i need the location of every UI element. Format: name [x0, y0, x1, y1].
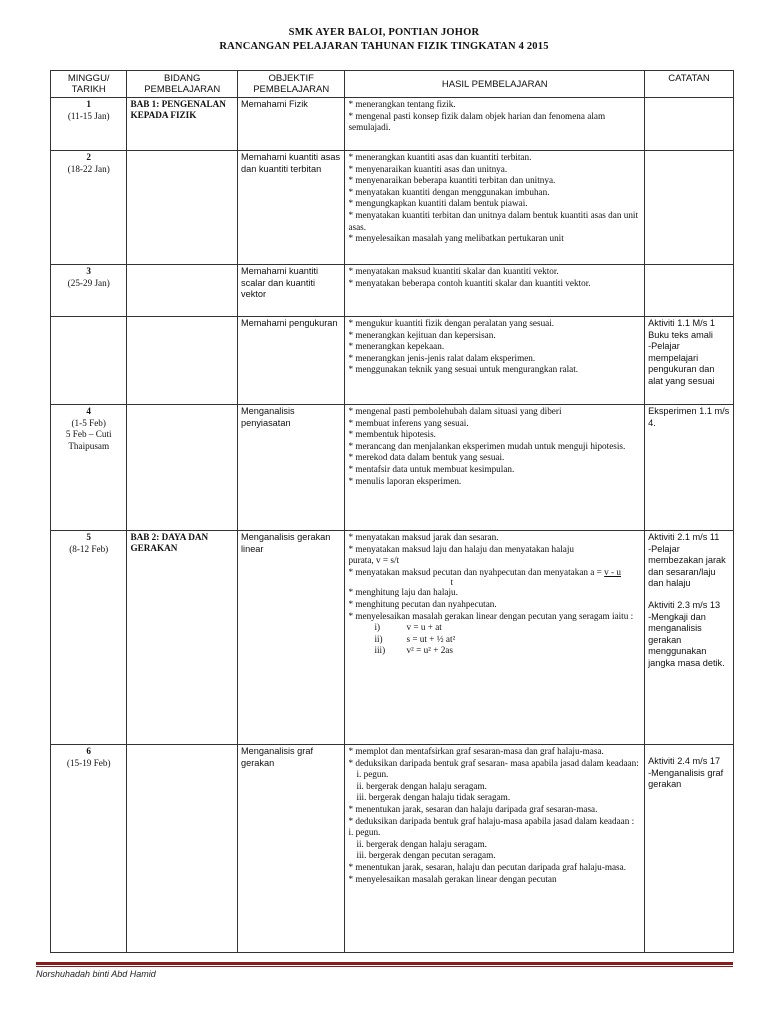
outcome-line: * menghitung laju dan halaju.	[348, 587, 458, 598]
outcome-line: * menyatakan kuantiti terbitan dan unitnya dalam bentuk kuantiti asas dan unit asas.	[348, 209, 639, 232]
outcome-line: * membuat inferens yang sesuai.	[348, 417, 469, 428]
plan-title: RANCANGAN PELAJARAN TAHUNAN FIZIK TINGKATAN 4 2015	[219, 41, 549, 52]
outcome-line: * menulis laporan eksperimen.	[348, 475, 462, 486]
outcome-line: * merekod data dalam bentuk yang sesuai.	[348, 452, 505, 463]
outcome-line: * mengenal pasti pembolehubah dalam situasi yang diberi	[348, 406, 562, 416]
outcome-line: * mengungkapkan kuantiti dalam bentuk piawai.	[348, 198, 528, 209]
objective-cell: Memahami kuantiti scalar dan kuantiti vektor	[238, 265, 345, 317]
outcome-line: * menyatakan kuantiti dengan menggunakan imbuhan.	[348, 186, 550, 197]
week-date: (15-19 Feb)	[66, 757, 111, 768]
bidang-cell	[127, 98, 238, 151]
outcome-line: * menyelesaikan masalah yang melibatkan pertukaran unit	[348, 233, 564, 244]
table-header-row	[51, 71, 734, 98]
objective-cell: Menganalisis penyiasatan	[238, 405, 345, 531]
outcome-line: ii. bergerak dengan halaju seragam.	[356, 780, 487, 791]
outcome-cell	[345, 265, 645, 317]
outcome-line: * menyelesaikan masalah gerakan linear dengan pecutan yang seragam iaitu :	[348, 610, 634, 621]
outcome-line: * membentuk hipotesis.	[348, 429, 436, 440]
note-line: Aktiviti 2.3 m/s 13	[648, 599, 721, 610]
table-row	[51, 265, 734, 317]
week-date: (18-22 Jan)	[67, 163, 110, 174]
outcome-cell	[345, 745, 645, 953]
objective-cell: Memahami Fizik	[238, 98, 345, 151]
bidang-cell	[127, 265, 238, 317]
bidang-cell	[127, 405, 238, 531]
chapter-label: BAB 2: DAYA DAN GERAKAN	[130, 532, 209, 554]
outcome-line: iii. bergerak dengan pecutan seragam.	[356, 850, 496, 861]
outcome-line: * menerangkan jenis-jenis ralat dalam eksperimen.	[348, 352, 536, 363]
week-cell	[51, 745, 127, 953]
table-row	[51, 317, 734, 405]
note-cell	[645, 98, 734, 151]
outcome-line: * menerangkan kuantiti asas dan kuantiti terbitan.	[348, 152, 532, 162]
note-cell	[645, 151, 734, 265]
col-header-bidang: BIDANG PEMBELAJARAN	[127, 71, 238, 98]
week-date: (11-15 Jan)	[67, 110, 110, 121]
outcome-line: * menerangkan kepekaan.	[348, 341, 445, 352]
footer-author: Norshuhadah binti Abd Hamid	[36, 969, 156, 979]
formula-label: i)	[374, 622, 381, 633]
objective-cell: Memahami kuantiti asas dan kuantiti terbitan	[238, 151, 345, 265]
week-cell	[51, 317, 127, 405]
outcome-line: * menyatakan beberapa contoh kuantiti skalar dan kuantiti vektor.	[348, 277, 591, 288]
outcome-line: ii. bergerak dengan halaju seragam.	[356, 838, 487, 849]
note-line: Aktiviti 1.1 M/s 1 Buku teks amali	[648, 318, 715, 340]
fraction-denominator: t	[450, 577, 454, 588]
formula-label: iii)	[374, 645, 386, 656]
formula-text: s = ut + ½ at²	[406, 633, 456, 644]
col-header-minggu: MINGGU/ TARIKH	[51, 71, 127, 98]
week-date: (1-5 Feb)	[71, 417, 106, 428]
outcome-line: * menyenaraikan beberapa kuantiti terbitan dan unitnya.	[348, 175, 556, 186]
outcome-line: * menerangkan kejituan dan kepersisan.	[348, 329, 496, 340]
note-cell	[645, 531, 734, 745]
note-line: -Menganalisis graf gerakan	[648, 767, 724, 790]
bidang-cell	[127, 531, 238, 745]
outcome-line: * menyatakan maksud laju dan halaju dan menyatakan halaju	[348, 543, 574, 554]
footer-rule-thin	[36, 966, 733, 967]
outcome-text: * menyatakan maksud pecutan dan nyahpecutan dan menyatakan a =	[348, 566, 605, 577]
outcome-line: iii. bergerak dengan halaju tidak seragam.	[356, 792, 511, 803]
outcome-line	[348, 567, 641, 579]
week-number: 3	[86, 266, 92, 276]
outcome-line: i. pegun.	[356, 769, 389, 780]
col-header-catatan: CATATAN	[645, 71, 734, 98]
note-cell	[645, 405, 734, 531]
objective-cell: Memahami pengukuran	[238, 317, 345, 405]
week-cell	[51, 531, 127, 745]
outcome-line: purata, v = s/t	[348, 555, 400, 566]
outcome-line: * deduksikan daripada bentuk graf sesaran- masa apabila jasad dalam keadaan:	[348, 757, 639, 768]
table-row	[51, 745, 734, 953]
bidang-cell	[127, 317, 238, 405]
outcome-line: * menyenaraikan kuantiti asas dan unitnya.	[348, 163, 508, 174]
chapter-label: BAB 1: PENGENALAN KEPADA FIZIK	[130, 99, 226, 121]
week-number: 5	[86, 532, 92, 542]
outcome-cell	[345, 317, 645, 405]
week-cell	[51, 151, 127, 265]
outcome-cell	[345, 531, 645, 745]
formula-line	[348, 634, 641, 646]
objective-cell: Menganalisis gerakan linear	[238, 531, 345, 745]
outcome-line: * menerangkan tentang fizik.	[348, 99, 456, 109]
week-date: (8-12 Feb)	[69, 543, 109, 554]
formula-line	[348, 645, 641, 657]
week-date: (25-29 Jan)	[67, 277, 110, 288]
table-row	[51, 531, 734, 745]
school-name: SMK AYER BALOI, PONTIAN JOHOR	[288, 27, 480, 38]
outcome-line: * menyelesaikan masalah gerakan linear dengan pecutan	[348, 873, 557, 884]
outcome-line: * menentukan jarak, sesaran, halaju dan pecutan daripada graf halaju-masa.	[348, 861, 626, 872]
col-header-objektif: OBJEKTIF PEMBELAJARAN	[238, 71, 345, 98]
outcome-line: * memplot dan mentafsirkan graf sesaran-masa dan graf halaju-masa.	[348, 746, 604, 756]
outcome-line: * merancang dan menjalankan eksperimen mudah untuk menguji hipotesis.	[348, 440, 626, 451]
week-cell	[51, 265, 127, 317]
outcome-line: * menyatakan maksud kuantiti skalar dan kuantiti vektor.	[348, 266, 559, 276]
week-holiday: 5 Feb – Cuti Thaipusam	[65, 429, 112, 451]
note-line: -Pelajar membezakan jarak dan sesaran/laju dan halaju	[648, 543, 726, 589]
bidang-cell	[127, 151, 238, 265]
lesson-plan-table	[50, 70, 734, 953]
note-line: -Mengkaji dan menganalisis gerakan menggunakan jangka masa detik.	[648, 611, 725, 668]
note-line: Eksperimen 1.1 m/s 4.	[648, 406, 730, 428]
note-line: Aktiviti 2.1 m/s 11	[648, 532, 720, 542]
note-line: -Pelajar mempelajari pengukuran dan alat yang sesuai	[648, 341, 715, 386]
outcome-line: * menyatakan maksud jarak dan sesaran.	[348, 532, 499, 542]
outcome-line: * menghitung pecutan dan nyahpecutan.	[348, 598, 497, 609]
outcome-cell	[345, 151, 645, 265]
outcome-cell	[345, 98, 645, 151]
formula-label: ii)	[374, 633, 383, 644]
note-cell	[645, 317, 734, 405]
outcome-line: * menentukan jarak, sesaran dan halaju daripada graf sesaran-masa.	[348, 803, 598, 814]
outcome-line: * mentafsir data untuk membuat kesimpulan.	[348, 463, 515, 474]
outcome-line: * mengukur kuantiti fizik dengan peralatan yang sesuai.	[348, 318, 555, 328]
formula-text: v² = u² + 2as	[406, 645, 453, 656]
week-number: 6	[86, 746, 92, 756]
col-header-hasil: HASIL PEMBELAJARAN	[345, 71, 645, 98]
formula-line	[348, 622, 641, 634]
bidang-cell	[127, 745, 238, 953]
week-number: 1	[86, 99, 92, 109]
week-number: 4	[86, 406, 92, 416]
formula-text: v = u + at	[406, 622, 442, 633]
note-line: Aktiviti 2.4 m/s 17	[648, 756, 721, 766]
fraction-numerator: v - u	[604, 566, 621, 577]
week-cell	[51, 405, 127, 531]
footer-rule	[36, 962, 733, 965]
objective-cell: Menganalisis graf gerakan	[238, 745, 345, 953]
outcome-line: * deduksikan daripada bentuk graf halaju-masa apabila jasad dalam keadaan : i. pegun.	[348, 815, 635, 838]
outcome-cell	[345, 405, 645, 531]
note-cell	[645, 265, 734, 317]
week-cell	[51, 98, 127, 151]
outcome-line: * menggunakan teknik yang sesuai untuk mengurangkan ralat.	[348, 364, 579, 375]
outcome-line: * mengenal pasti konsep fizik dalam objek harian dan fenomena alam semulajadi.	[348, 110, 606, 133]
table-row	[51, 98, 734, 151]
table-row	[51, 151, 734, 265]
week-number: 2	[86, 152, 92, 162]
table-row	[51, 405, 734, 531]
note-cell	[645, 745, 734, 953]
